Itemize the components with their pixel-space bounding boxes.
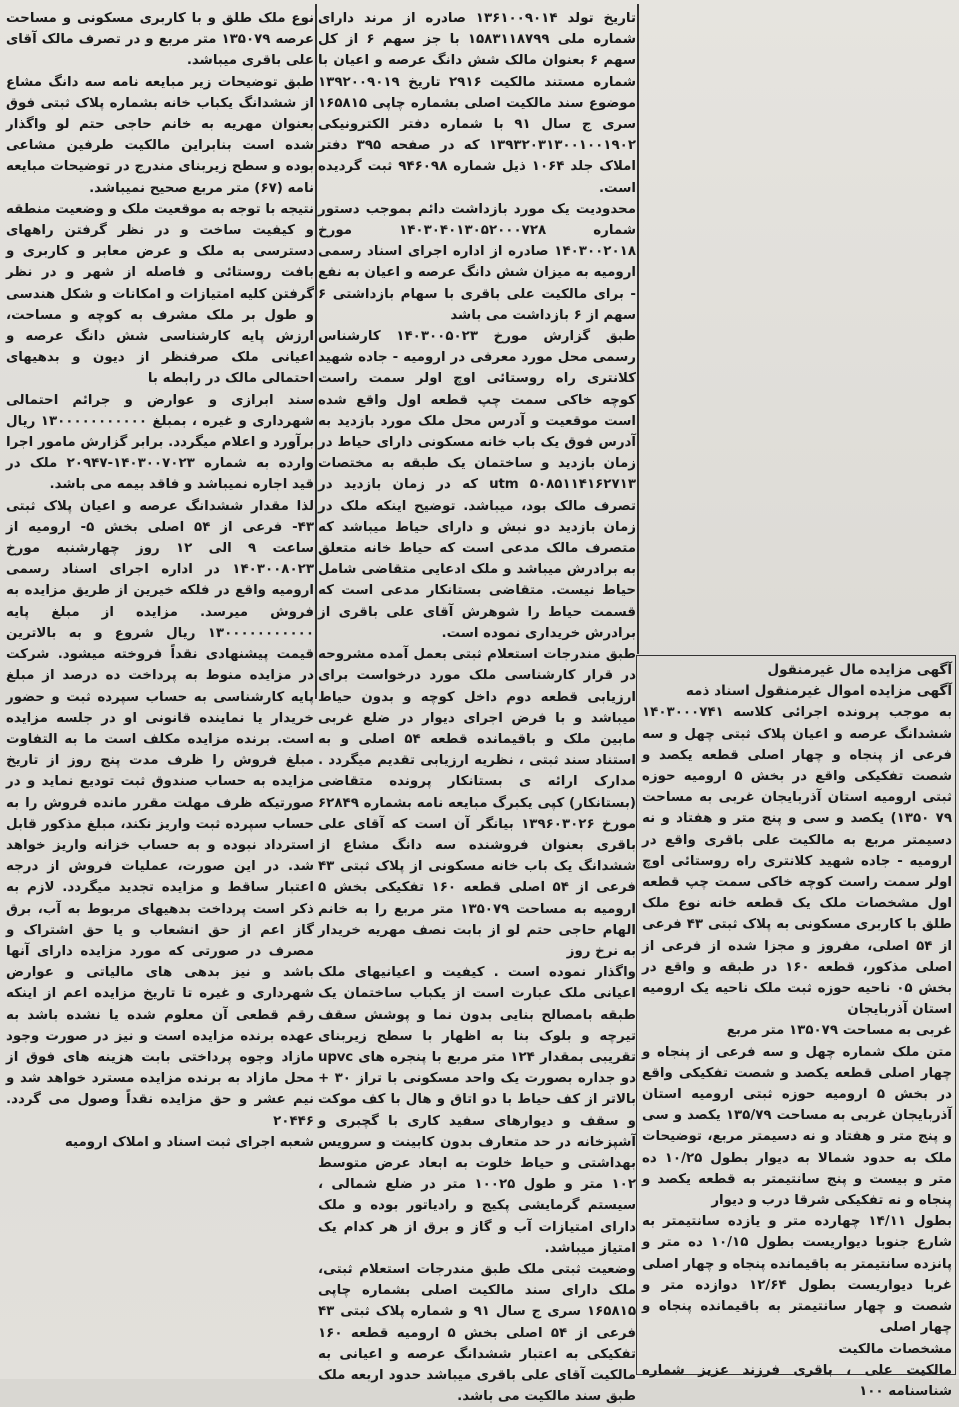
paragraph: متن ملک شماره چهل و سه فرعی از پنجاه و چهار اصلی قطعه یکصد و شصت تفکیکی واقع در بخش ۵ ارومیه حوزه ثبتی ارومیه استان آذربایجان غربی به مساحت ۱۳۵/۷۹ یکصد و سی و پنج متر و هفتاد و نه دسیمتر مربع، توضیحات ملک به حدود شمالا به دیوار بطول ۱۰/۲۵ ده متر و بیست و پنج سانتیمتر به قطعه یکصد و پنجاه و نه تفکیکی شرقا درب و دیوار: [642, 1044, 952, 1209]
article-column-left: [6, 8, 315, 1150]
paragraph: غربی به مساحت ۱۳۵۰۷۹ متر مربع: [726, 1023, 952, 1039]
paragraph: طبق گزارش مورخ ۱۴۰۳۰۰۵۰۲۳ کارشناس رسمی محل مورد معرفی در ارومیه - جاده شهید کلانتری راه روستائی اوچ اولر سمت راست کوچه خاکی سمت چپ قطعه اول واقع شده است موقعیت و آدرس محل ملک مورد بازدید به آدرس فوق یک باب خانه مسکونی دارای حیاط در زمان بازدید و ساختمان یک طبقه به مختصات ۵۰۸۵۱۱۴۱۶۲۷۱۳ utm که در زمان بازدید در تصرف مالک بود، میباشد. توضیح اینکه ملک در زمان بازدید دو نبش و دارای حیاط میباشد که متصرف مالک مدعی است که حیاط خانه متعلق به برادرش میباشد و ملک ادعایی متقاضی شامل حیاط نیست. متقاضی بستانکار مدعی است که قسمت حیاط را شوهرش آقای علی باقری از برادرش خریداری نموده است.: [318, 329, 636, 641]
paragraph: مشخصات مالکیت: [838, 1341, 952, 1357]
paragraph: به موجب پرونده اجرائی کلاسه ۱۴۰۳۰۰۰۷۴۱ ششدانگ عرصه و اعیان پلاک ثبتی چهل و سه فرعی از پنجاه و چهار اصلی قطعه یکصد و شصت تفکیکی واقع در بخش ۵ ارومیه حوزه ثبتی ارومیه استان آذربایجان غربی به مساحت ۷۹ ۱۳۵۰) یکصد و سی و پنج متر و هفتاد و نه دسیمتر مربع به مالکیت علی باقری واقع در ارومیه - جاده شهید کلانتری راه روستائی اوچ اولر سمت راست کوچه خاکی سمت چپ قطعه اول مشخصات ملک یک قطعه خانه نوع ملک طلق با کاربری مسکونی به پلاک ثبتی ۴۳ فرعی از ۵۴ اصلی، مفروز و مجزا شده از فرعی از اصلی مذکور، قطعه ۱۶۰ در طبقه و واقع در بخش ۰۵ ناحیه حوزه ثبت ملک ناحیه یک ارومیه استان آذربایجان: [642, 705, 952, 1018]
paragraph: وضعیت ثبتی ملک طبق مندرجات استعلام ثبتی، ملک دارای سند مالکیت اصلی بشماره چاپی ۱۶۵۸۱۵ سری ج سال ۹۱ و شماره پلاک ثبتی ۴۳ فرعی از ۵۴ اصلی بخش ۵ ارومیه قطعه ۱۶۰ تفکیکی به اعتبار ششدانگ عرصه و اعیانی به مالکیت آقای علی باقری میباشد حدود اربعه ملک طبق سند مالکیت می باشد.: [318, 1261, 636, 1405]
paragraph: لذا مقدار ششدانگ عرصه و اعیان پلاک ثبتی ۴۳- فرعی از ۵۴ اصلی بخش ۵- ارومیه از ساعت ۹ الی ۱۲ روز چهارشنبه مورخ ۱۴۰۳۰۰۸۰۲۳ در اداره اجرای اسناد رسمی ارومیه واقع در فلکه خیرین از طریق مزایده به فروش میرسد. مزایده از مبلغ پایه ۱۳۰۰۰۰۰۰۰۰۰۰۰ ریال شروع و به بالاترین قیمت پیشنهادی نقداً فروخته میشود. شرکت در مزایده منوط به پرداخت ده درصد از مبلغ پایه کارشناسی به حساب سپرده ثبت و حضور خریدار یا نماینده قانونی او در جلسه مزایده است. برنده مزایده مکلف است ما به التفاوت مبلغ فروش را ظرف مدت پنج روز از تاریخ مزایده به حساب صندوق ثبت تودیع نماید و در صورتیکه ظرف مهلت مقرر مانده فروش را به حساب سپرده ثبت واریز نکند، مبلغ مذکور قابل استرداد نبوده و به حساب خزانه واریز خواهد شد. در این صورت، عملیات فروش از درجه اعتبار ساقط و مزایده تجدید میگردد. لازم به ذکر است پرداخت بدهیهای مربوط به آب، برق گاز اعم از حق انشعاب و یا حق اشتراک و مصرف در صورتی که مورد مزایده دارای آنها باشد و نیز بدهی های مالیاتی و عوارض شهرداری و غیره تا تاریخ مزایده اعم از اینکه رقم قطعی آن معلوم شده یا نشده باشد به عهده برنده مزایده است و نیز در صورت وجود مازاد وجوه پرداختی بابت هزینه های فوق از محل مازاد به برنده مزایده مسترد خواهد شد و نیم عشر و حق مزایده نقداً وصول می گردد. ۲۰۴۴۶: [6, 498, 314, 1129]
paragraph: بطول ۱۴/۱۱ چهارده متر و یازده سانتیمتر به شارع جنوبا دیواریست بطول ۱۰/۱۵ ده متر و پانزده سانتیمتر به باقیمانده پنجاه و چهار اصلی غربا دیواریست بطول ۱۲/۶۴ دوازده متر و شصت و چهار سانتیمتر به باقیمانده پنجاه و چهار اصلی: [642, 1214, 953, 1336]
column-divider: [315, 4, 317, 699]
signature-line: شعبه اجرای ثبت اسناد و املاک ارومیه: [64, 1134, 314, 1150]
paragraph: محدودیت یک مورد بازداشت دائم بموجب دستور شماره ۱۴۰۳۰۴۰۱۳۰۵۲۰۰۰۷۲۸ مورخ ۱۴۰۳۰۰۲۰۱۸ صادره از اداره اجرای اسناد رسمی ارومیه به میزان شش دانگ عرصه و اعیان به نفع - برای مالکیت علی باقری با سهام بازداشتی ۶ سهم از ۶ بازداشت می باشد: [318, 201, 636, 323]
column-divider: [637, 4, 639, 654]
notice-box-content: [642, 660, 953, 1399]
notice-subtitle: آگهی مزایده اموال غیرمنقول اسناد ذمه: [685, 683, 952, 700]
article-column-middle: [318, 8, 637, 1405]
paragraph: نوع ملک طلق و با کاربری مسکونی و مساحت عرصه ۱۳۵۰۷۹ متر مربع و در تصرف مالک آقای علی باقری میباشد.: [6, 11, 314, 69]
notice-title: آگهی مزایده مال غیرمنقول: [767, 662, 952, 678]
paragraph: طبق مندرجات استعلام ثبتی بعمل آمده مشروحه در قرار کارشناسی ملک مورد درخواست برای ارزیابی قطعه دوم داخل کوچه و بدون حیاط میباشد و با فرض اجرای دیوار در ضلع غربی مابین ملک و باقیمانده قطعه ۵۴ اصلی و به استناد سند ثبتی ، نظریه ارزیابی تقدیم میگردد . مدارک ارائه ی بستانکار پرونده متقاضی (بستانکار) کپی یکبرگ مبایعه نامه بشماره ۶۲۸۴۹ مورخ ۱۳۹۶۰۳۰۲۶ بیانگر آن است که آقای علی باقری بعنوان فروشنده سه دانگ مشاع از ششدانگ یک باب خانه مسکونی از پلاک ثبتی ۴۳ فرعی از ۵۴ اصلی قطعه ۱۶۰ تفکیکی بخش ۵ ارومیه به مساحت ۱۳۵۰۷۹ متر مربع را به خانم الهام حاجی حتم لو از بابت نصف مهریه خریدار به نرخ روز: [318, 647, 636, 959]
paragraph: طبق توضیحات زیر مبایعه نامه سه دانگ مشاع از ششدانگ یکباب خانه بشماره پلاک ثبتی فوق بعنوان مهریه به خانم حاجی حتم لو واگذار شده است بنابراین مالکیت طرفین مشاعی بوده و سطح زیربنای مندرج در توضیحات مبایعه نامه (۶۷) متر مربع صحیح نمیباشد.: [6, 74, 314, 196]
article-column-right: [640, 8, 953, 653]
paragraph: واگذار نموده است . کیفیت و اعیانیهای ملک اعیانی ملک عبارت است از یکباب ساختمان یک طبقه بامصالح بنایی بدون نما و پوشش سقف تیرچه و بلوک بنا به اظهار با سطح زیربنای تقریبی بمقدار ۱۲۴ متر مربع با پنجره های upvc دو جداره بصورت یک واحد مسکونی با تراز ۳۰ + بالاتر از کف حیاط با دو اتاق و هال با کف موکت و سقف و دیوارهای سفید کاری با گچبری و آشپزخانه در حد متعارف بدون کابینت و سرویس بهداشتی و حیاط خلوت به ابعاد عرض متوسط ۱۰۲ متر و طول ۱۰۰۲۵ متر در ضلع شمالی ، سیستم گرمایشی پکیج و رادیاتور بوده و ملک دارای امتیازات آب و گاز و برق از هر کدام یک امتیاز میباشد.: [318, 965, 637, 1256]
paragraph: تاریخ تولد ۱۳۶۱۰۰۹۰۱۴ صادره از مرند دارای شماره ملی ۱۵۸۳۱۱۸۷۹۹ با جز سهم ۶ از کل سهم ۶ بعنوان مالک شش دانگ عرصه و اعیان با شماره مستند مالکیت ۲۹۱۶ تاریخ ۱۳۹۲۰۰۹۰۱۹ موضوع سند مالکیت اصلی بشماره چاپی ۱۶۵۸۱۵ سری ج سال ۹۱ با شماره دفتر الکترونیکی ۱۳۹۳۲۰۳۱۳۰۰۱۰۰۱۹۰۲ که در صفحه ۳۹۵ دفتر املاک جلد ۱۰۶۴ ذیل شماره ۹۴۶۰۹۸ ثبت گردیده است.: [318, 11, 637, 196]
paragraph: سند ابرازی و عوارض و جرائم احتمالی شهرداری و غیره ، بمبلغ ۱۳۰۰۰۰۰۰۰۰۰۰۰ ریال برآورد و اعلام میگردد. برابر گزارش مامور اجرا وارده به شماره ۱۴۰۳۰۰۷۰۲۳-۲۰۹۴۷ ملک در قید اجاره نمیباشد و فاقد بیمه می باشد.: [6, 392, 315, 493]
paragraph: مالکیت علی ، باقری فرزند عزیز شماره شناسنامه ۱۰۰: [642, 1362, 952, 1399]
paragraph: نتیجه با توجه به موقعیت ملک و وضعیت منطقه و کیفیت ساخت و در نظر گرفتن راههای دسترسی به ملک و عرض معابر و کاربری و بافت روستائی و فاصله از شهر و در نظر گرفتن کلیه امتیازات و امکانات و شکل هندسی و طول بر ملک مشرف به کوچه و مساحت، ارزش پایه کارشناسی شش دانگ عرصه و اعیانی ملک صرفنظر از دیون و بدهیهای احتمالی مالک در رابطه با: [6, 201, 314, 387]
